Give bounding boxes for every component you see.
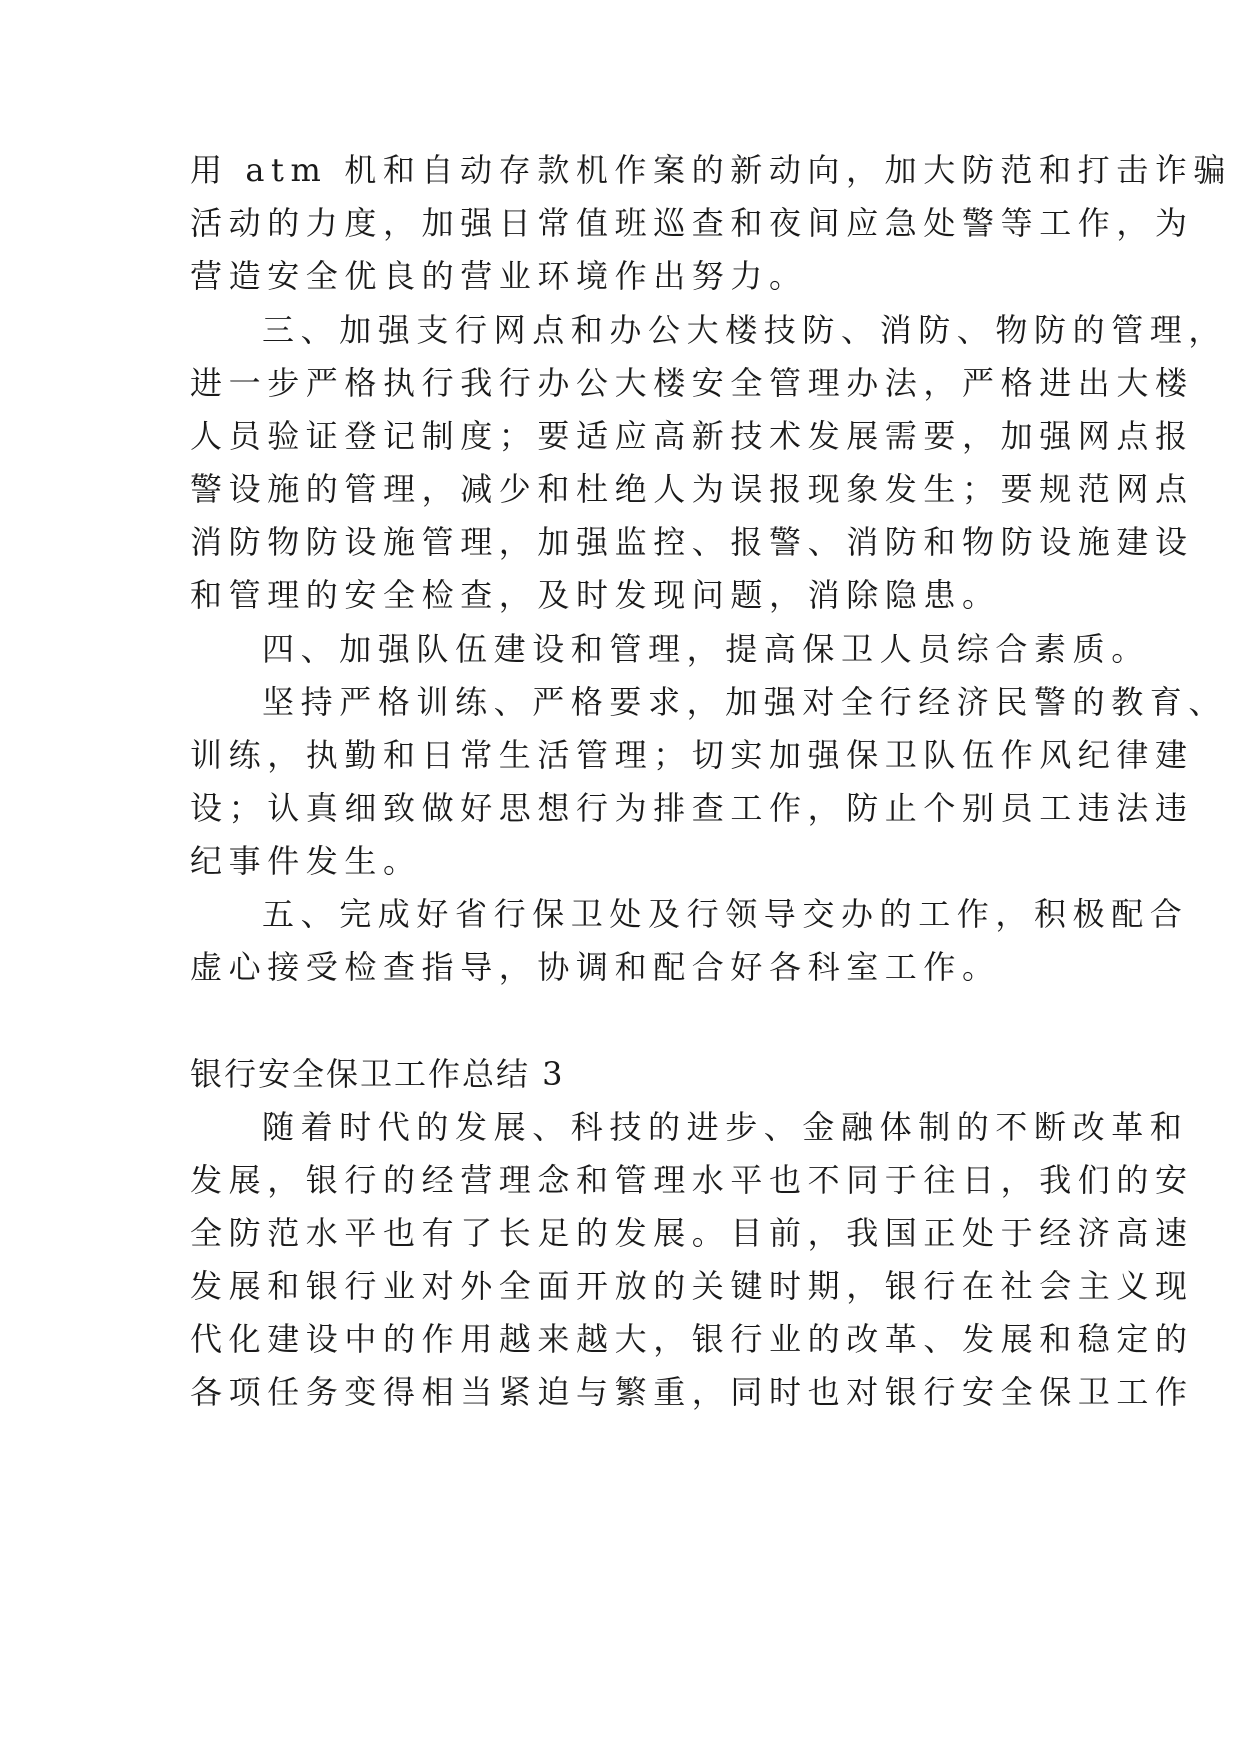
paragraph-line: 纪事件发生。 (190, 842, 422, 880)
paragraph-line: 和管理的安全检查，及时发现问题，消除隐患。 (190, 576, 1001, 614)
section-heading: 银行安全保卫工作总结 3 (190, 1055, 565, 1093)
paragraph-line: 发展和银行业对外全面开放的关键时期，银行在社会主义现 (190, 1267, 1194, 1305)
paragraph-line: 各项任务变得相当紧迫与繁重，同时也对银行安全保卫工作 (190, 1373, 1194, 1411)
paragraph-line: 三、加强支行网点和办公大楼技防、消防、物防的管理， (262, 311, 1228, 349)
paragraph-line: 营造安全优良的营业环境作出努力。 (190, 257, 808, 295)
paragraph-line: 五、完成好省行保卫处及行领导交办的工作，积极配合 (262, 895, 1189, 933)
paragraph-line: 用 atm 机和自动存款机作案的新动向，加大防范和打击诈骗 (190, 151, 1233, 189)
paragraph-line: 随着时代的发展、科技的进步、金融体制的不断改革和 (262, 1108, 1189, 1146)
paragraph-line: 进一步严格执行我行办公大楼安全管理办法，严格进出大楼 (190, 364, 1194, 402)
paragraph-line: 发展，银行的经营理念和管理水平也不同于往日，我们的安 (190, 1161, 1194, 1199)
paragraph-line: 警设施的管理，减少和杜绝人为误报现象发生；要规范网点 (190, 470, 1194, 508)
paragraph-line: 全防范水平也有了长足的发展。目前，我国正处于经济高速 (190, 1214, 1194, 1252)
paragraph-line: 坚持严格训练、严格要求，加强对全行经济民警的教育、 (262, 683, 1228, 721)
paragraph-line: 训练，执勤和日常生活管理；切实加强保卫队伍作风纪律建 (190, 736, 1194, 774)
paragraph-line: 四、加强队伍建设和管理，提高保卫人员综合素质。 (262, 630, 1150, 668)
paragraph-line: 活动的力度，加强日常值班巡查和夜间应急处警等工作，为 (190, 204, 1194, 242)
paragraph-line: 人员验证登记制度；要适应高新技术发展需要，加强网点报 (190, 417, 1194, 455)
paragraph-line: 消防物防设施管理，加强监控、报警、消防和物防设施建设 (190, 523, 1194, 561)
paragraph-line: 设；认真细致做好思想行为排查工作，防止个别员工违法违 (190, 789, 1194, 827)
paragraph-line: 代化建设中的作用越来越大，银行业的改革、发展和稳定的 (190, 1320, 1194, 1358)
paragraph-line: 虚心接受检查指导，协调和配合好各科室工作。 (190, 948, 1001, 986)
